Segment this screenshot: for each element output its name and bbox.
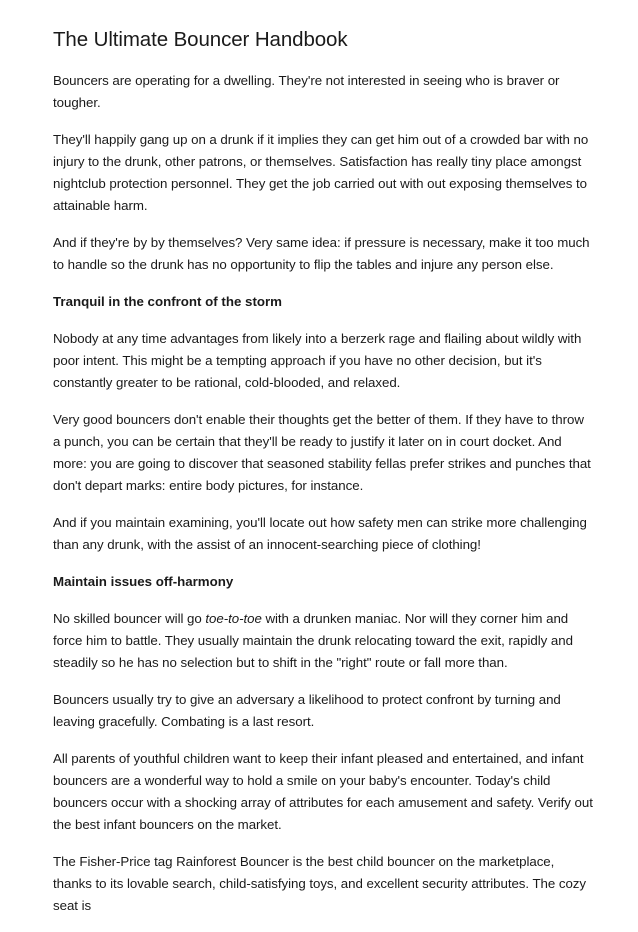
- paragraph-7-emphasis: toe-to-toe: [205, 611, 262, 626]
- paragraph-10: The Fisher-Price tag Rainforest Bouncer is the best child bouncer on the marketplace, thanks to its lovable search, child-satisfying toys, and excellent security attributes. The cozy seat is: [53, 854, 586, 913]
- paragraph-5: Very good bouncers don't enable their thoughts get the better of them. If they have to throw a punch, you can be certain that they'll be ready to justify it later on in court docket. And more: you are going to discover that seasoned stability fellas prefer strikes and punches that don't depart marks: entire body pictures, for instance.: [53, 412, 591, 493]
- document-title: The Ultimate Bouncer Handbook: [53, 28, 348, 51]
- section-heading-calm: Tranquil in the confront of the storm: [53, 294, 282, 309]
- paragraph-2: They'll happily gang up on a drunk if it implies they can get him out of a crowded bar with no injury to the drunk, other patrons, or themselves. Satisfaction has really tiny place amongst nightclub protection personnel. They get the job carried out with out exposing themselves to attainable harm.: [53, 132, 589, 213]
- document-page: [53, 26, 593, 932]
- paragraph-7-end: with a drunken maniac. Nor will they corner him and force him to battle. They usually maintain the drunk relocating toward the exit, rapidly and steadily so he has no selection but to shift in the "right" route or fall more than.: [53, 611, 573, 670]
- section-heading-off-balance: Maintain issues off-harmony: [53, 574, 234, 589]
- paragraph-7-start: No skilled bouncer will go: [53, 611, 206, 626]
- paragraph-4: Nobody at any time advantages from likely into a berzerk rage and flailing about wildly with poor intent. This might be a tempting approach if you have no other decision, but it's constantly greater to be rational, cold-blooded, and relaxed.: [53, 331, 582, 390]
- paragraph-1: Bouncers are operating for a dwelling. They're not interested in seeing who is braver or tougher.: [53, 73, 560, 110]
- paragraph-9: All parents of youthful children want to keep their infant pleased and entertained, and infant bouncers are a wonderful way to hold a smile on your baby's encounter. Today's child bouncers occur with a shocking array of attributes for each amusement and safety. Verify out the best infant bouncers on the market.: [53, 751, 593, 832]
- paragraph-8: Bouncers usually try to give an adversary a likelihood to protect confront by turning and leaving gracefully. Combating is a last resort.: [53, 692, 561, 729]
- paragraph-3: And if they're by by themselves? Very same idea: if pressure is necessary, make it too much to handle so the drunk has no opportunity to flip the tables and injure any person else.: [53, 235, 590, 272]
- paragraph-7: [53, 608, 593, 674]
- paragraph-6: And if you maintain examining, you'll locate out how safety men can strike more challenging than any drunk, with the assist of an innocent-searching piece of clothing!: [53, 515, 587, 552]
